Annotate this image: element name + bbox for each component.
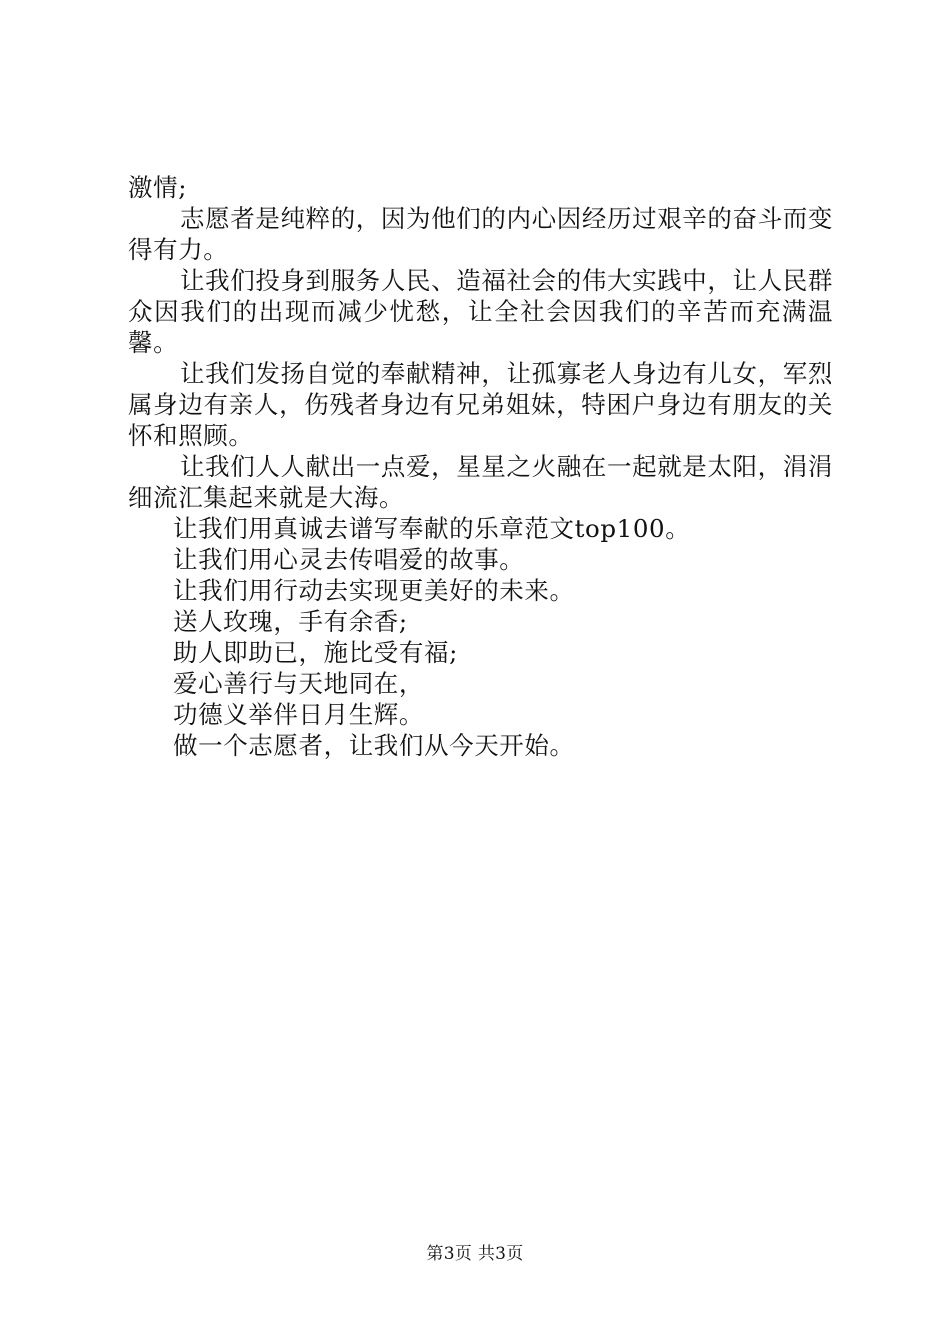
document-body xyxy=(128,172,833,761)
paragraph: 让我们用行动去实现更美好的未来。 xyxy=(173,576,575,605)
paragraph: 让我们发扬自觉的奉献精神，让孤寡老人身边有儿女，军烈属身边有亲人，伤残者身边有兄弟姐妹，特困户身边有朋友的关怀和照顾。 xyxy=(128,359,833,450)
paragraph: 让我们用真诚去谱写奉献的乐章范文top100。 xyxy=(173,514,691,543)
paragraph: 助人即助已，施比受有福; xyxy=(173,638,458,667)
page-number-footer: 第3页 共3页 xyxy=(426,1244,524,1264)
paragraph: 让我们用心灵去传唱爱的故事。 xyxy=(173,545,525,574)
paragraph: 爱心善行与天地同在， xyxy=(173,669,424,698)
paragraph-continuation: 激情; xyxy=(128,173,188,202)
paragraph: 让我们人人献出一点爱，星星之火融在一起就是太阳，涓涓细流汇集起来就是大海。 xyxy=(128,452,833,512)
paragraph: 志愿者是纯粹的，因为他们的内心因经历过艰辛的奋斗而变得有力。 xyxy=(128,204,833,264)
paragraph: 让我们投身到服务人民、造福社会的伟大实践中，让人民群众因我们的出现而减少忧愁，让全社会因我们的辛苦而充满温馨。 xyxy=(128,266,833,357)
paragraph: 做一个志愿者，让我们从今天开始。 xyxy=(173,731,575,760)
paragraph: 功德义举伴日月生辉。 xyxy=(173,700,424,729)
paragraph: 送人玫瑰，手有余香; xyxy=(173,607,408,636)
